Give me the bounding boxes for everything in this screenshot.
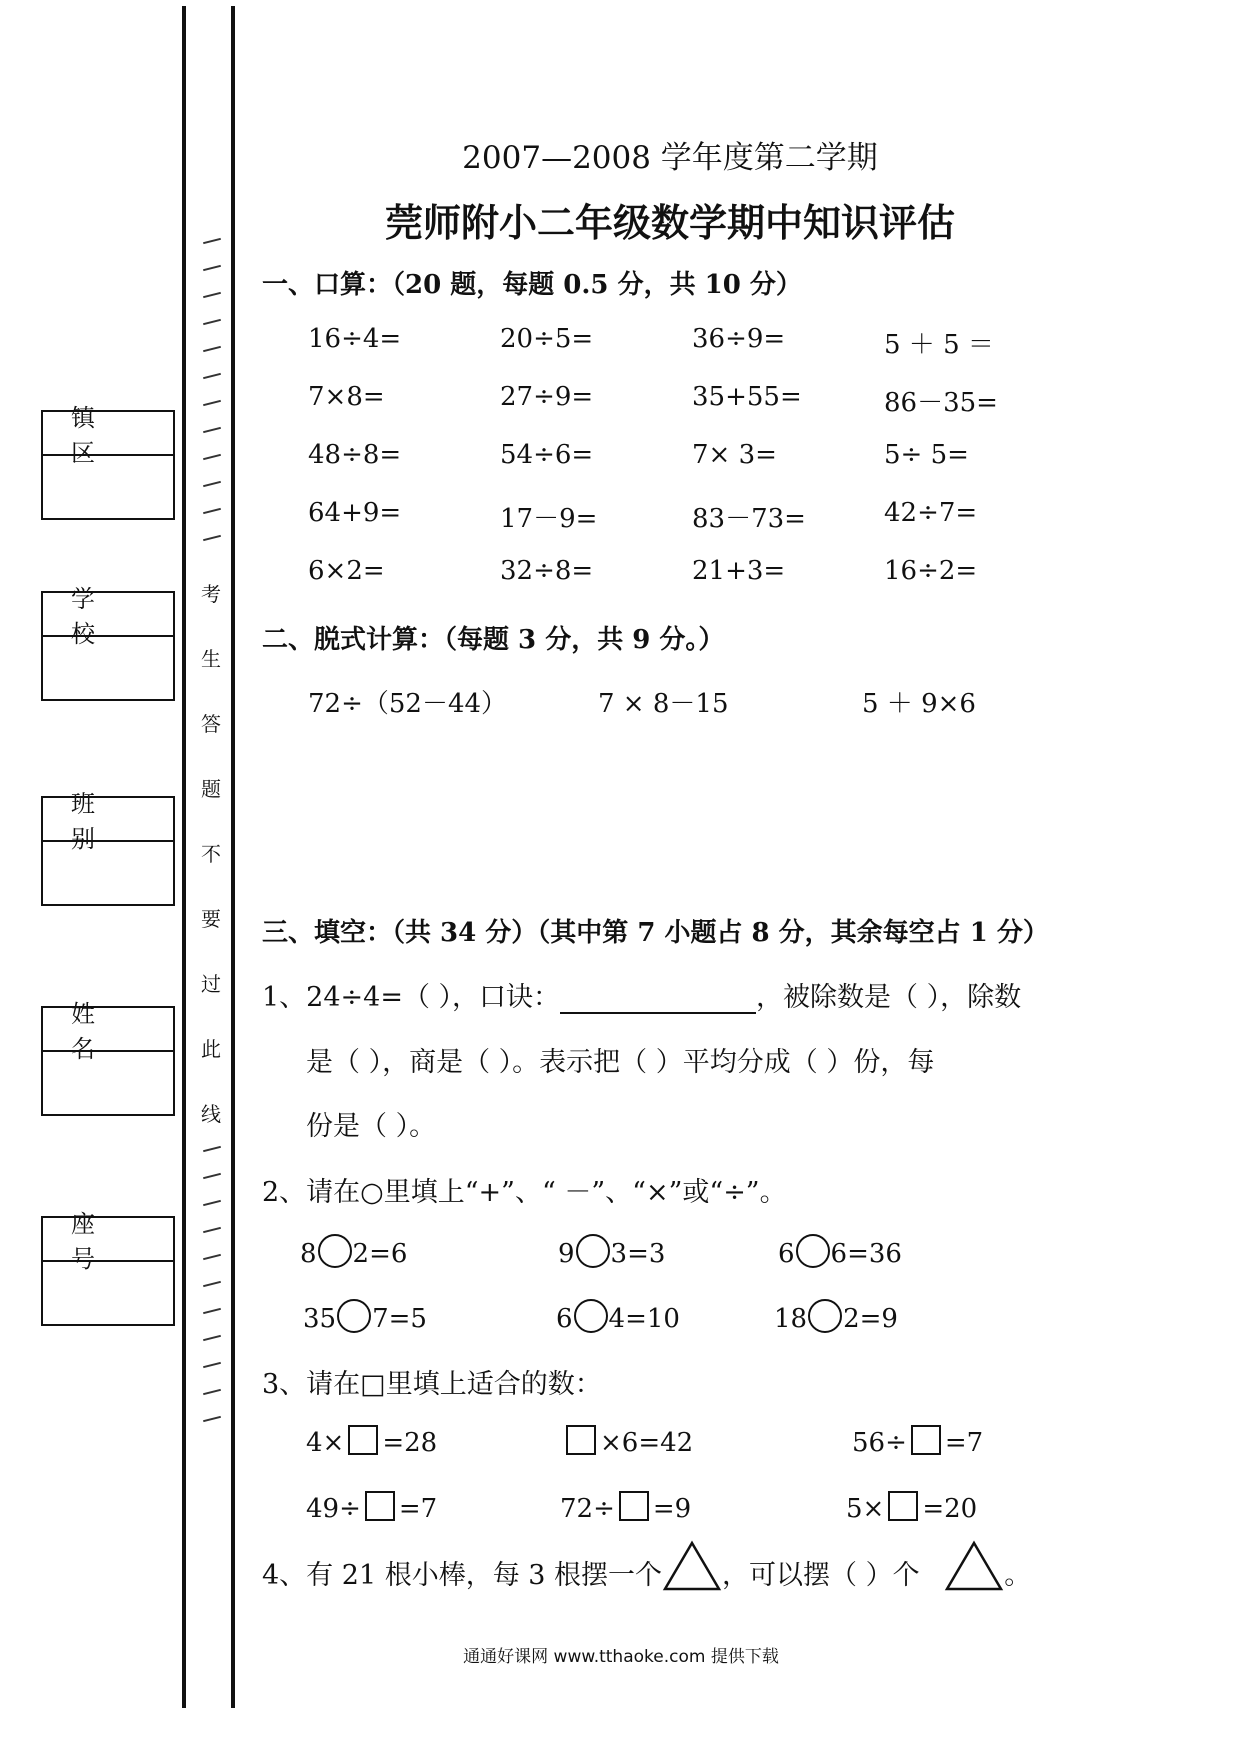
info-box-label: 姓 名: [43, 1008, 173, 1052]
oral-item: 20÷5=: [500, 324, 594, 354]
square-icon[interactable]: [888, 1491, 918, 1521]
binding-text-8: 此: [201, 1037, 221, 1061]
q3-item: 56÷ =7: [852, 1428, 983, 1459]
oral-item: 54÷6=: [500, 440, 594, 470]
info-box-label: 班 别: [43, 798, 173, 842]
binding-text-6: 要: [201, 907, 221, 931]
term-title: 2007—2008 学年度第二学期: [462, 140, 878, 176]
square-icon[interactable]: [566, 1425, 596, 1455]
section1-heading: 一、口算：（20 题，每题 0.5 分，共 10 分）: [262, 270, 802, 300]
circle-icon[interactable]: [796, 1234, 830, 1268]
q1-line1-b: ，被除数是（ ），除数: [756, 982, 1022, 1013]
oral-item: 7×8=: [308, 382, 385, 412]
q1-line1-a: 1、24÷4=（ ），口诀：: [262, 982, 561, 1013]
info-box-school: [41, 585, 175, 701]
binding-text-2: 生: [201, 647, 221, 671]
binding-text-1: 考: [201, 582, 221, 606]
oral-item: 42÷7=: [884, 498, 978, 528]
q1-line1: [262, 975, 1021, 1014]
triangle-icon: [662, 1540, 722, 1592]
oral-item: 86－35=: [884, 388, 998, 418]
q3-item: 4× =28: [306, 1428, 437, 1459]
binding-text-4: 题: [201, 777, 221, 801]
q4-part3: 。: [1004, 1560, 1032, 1591]
q1-line3: 份是（ ）。: [306, 1111, 437, 1142]
q2-item: 6 4=10: [556, 1303, 680, 1337]
oral-item: 5÷ 5=: [884, 440, 969, 470]
section2-heading: 二、脱式计算：（每题 3 分，共 9 分。）: [262, 625, 725, 655]
q3-prompt: 3、请在□里填上适合的数：: [262, 1369, 602, 1400]
info-box-label: 座 号: [43, 1218, 173, 1262]
stepwise-item: 7 × 8－15: [598, 689, 729, 719]
binding-line-right: [231, 6, 235, 1708]
binding-text-9: 线: [201, 1102, 221, 1126]
square-icon[interactable]: [348, 1425, 378, 1455]
oral-item: 27÷9=: [500, 382, 594, 412]
binding-text-5: 不: [201, 842, 221, 866]
q4-part2: ，可以摆（ ）个: [722, 1560, 920, 1591]
q3-item: 5× =20: [846, 1494, 977, 1525]
triangle-icon: [944, 1540, 1004, 1592]
q2-item: 18 2=9: [774, 1303, 898, 1337]
oral-item: 5 ＋ 5 ＝: [884, 330, 994, 360]
binding-text-7: 过: [201, 972, 221, 996]
oral-item: 32÷8=: [500, 556, 594, 586]
q2-prompt: 2、请在○里填上“+”、“ －”、“×”或“÷”。: [262, 1177, 787, 1208]
info-box-label: 镇 区: [43, 412, 173, 456]
oral-item: 7× 3=: [692, 440, 777, 470]
q2-item: 35 7=5: [303, 1303, 427, 1337]
oral-item: 35+55=: [692, 382, 802, 412]
footer-note: 通通好课网 www.tthaoke.com 提供下载: [463, 1647, 779, 1667]
square-icon[interactable]: [911, 1425, 941, 1455]
oral-item: 83－73=: [692, 504, 806, 534]
oral-item: 16÷2=: [884, 556, 978, 586]
oral-item: 17－9=: [500, 504, 598, 534]
oral-item: 6×2=: [308, 556, 385, 586]
mnemonic-blank[interactable]: [560, 986, 756, 1014]
circle-icon[interactable]: [318, 1234, 352, 1268]
q3-item: 72÷ =9: [560, 1494, 691, 1525]
info-box-name: [41, 1000, 175, 1116]
binding-dashes-lower: [203, 1148, 221, 1458]
circle-icon[interactable]: [337, 1299, 371, 1333]
exam-title: 莞师附小二年级数学期中知识评估: [384, 200, 955, 245]
q4-line: [262, 1540, 1031, 1592]
binding-dashes-upper: [203, 240, 221, 560]
oral-item: 48÷8=: [308, 440, 402, 470]
q1-line2: 是（ ），商是（ ）。表示把（ ）平均分成（ ）份，每: [306, 1047, 935, 1078]
oral-item: 64+9=: [308, 498, 402, 528]
stepwise-item: 72÷（52－44）: [308, 689, 508, 719]
square-icon[interactable]: [619, 1491, 649, 1521]
info-box-class: [41, 790, 175, 906]
binding-text-3: 答: [201, 712, 221, 736]
binding-line-left: [182, 6, 186, 1708]
oral-item: 16÷4=: [308, 324, 402, 354]
section3-heading: 三、填空：（共 34 分）（其中第 7 小题占 8 分，其余每空占 1 分）: [262, 918, 1049, 948]
info-box-district: [41, 404, 175, 520]
info-box-seat: [41, 1210, 175, 1326]
q4-part1: 4、有 21 根小棒，每 3 根摆一个: [262, 1560, 663, 1591]
q3-item: 49÷ =7: [306, 1494, 437, 1525]
oral-item: 36÷9=: [692, 324, 786, 354]
square-icon[interactable]: [365, 1491, 395, 1521]
circle-icon[interactable]: [576, 1234, 610, 1268]
info-box-label: 学 校: [43, 593, 173, 637]
q2-item: 9 3=3: [558, 1238, 665, 1272]
circle-icon[interactable]: [574, 1299, 608, 1333]
circle-icon[interactable]: [808, 1299, 842, 1333]
q3-item: ×6=42: [562, 1428, 693, 1459]
stepwise-item: 5 ＋ 9×6: [862, 689, 976, 719]
q2-item: 6 6=36: [778, 1238, 902, 1272]
q2-item: 8 2=6: [300, 1238, 407, 1272]
oral-item: 21+3=: [692, 556, 786, 586]
